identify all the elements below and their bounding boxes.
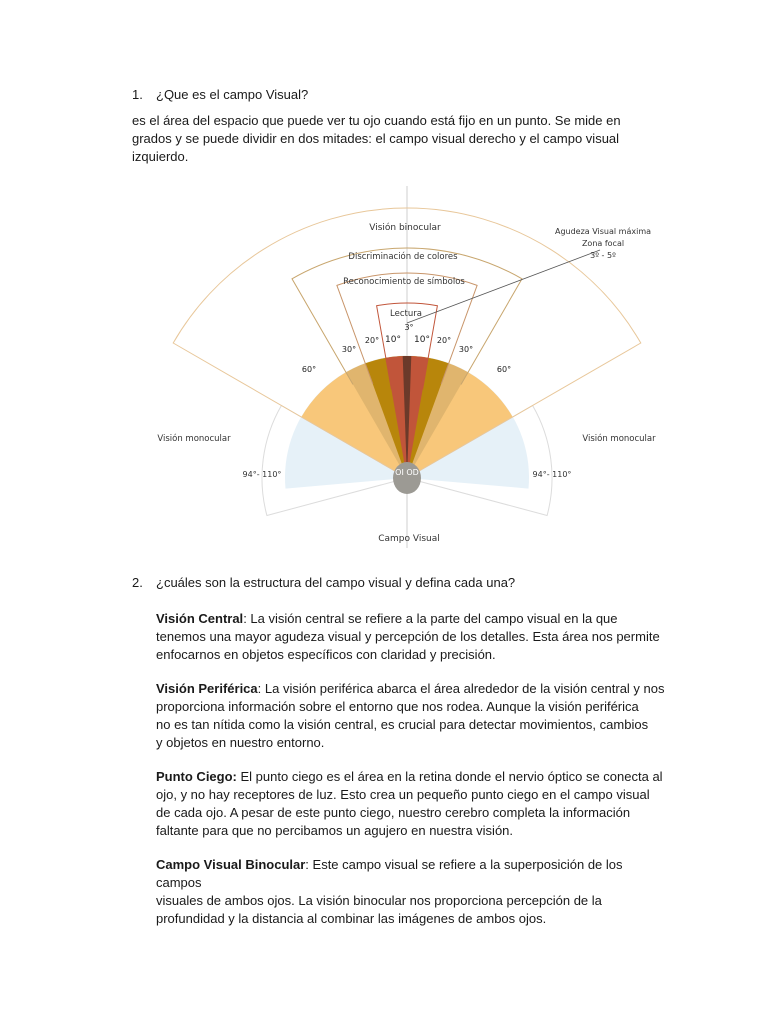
definition-term: Campo Visual Binocular — [156, 857, 306, 872]
definition-line — [156, 680, 666, 698]
label-deg30-left: 30° — [341, 345, 357, 354]
definition-punto-ciego — [156, 768, 666, 840]
definition-line: y objetos en nuestro entorno. — [156, 735, 325, 750]
definition-term: Visión Periférica — [156, 681, 258, 696]
answer-1-line: es el área del espacio que puede ver tu ojo cuando está fijo en un punto. Se mide en — [132, 113, 621, 128]
question-2-text: ¿cuáles son la estructura del campo visual y defina cada una? — [156, 575, 516, 590]
label-binocular: Visión binocular — [369, 223, 441, 233]
figure-caption: Campo Visual — [378, 534, 440, 544]
eye-icon — [393, 462, 421, 494]
answer-1-line: grados y se puede dividir en dos mitades: el campo visual derecho y el campo visual — [132, 131, 620, 146]
definition-line: de cada ojo. A pesar de este punto ciego, nuestro cerebro completa la información — [156, 805, 631, 820]
label-zona-focal: Zona focal — [581, 239, 625, 248]
definition-line: enfocarnos en objetos específicos con claridad y precisión. — [156, 647, 496, 662]
label-deg3: 3° — [404, 323, 414, 332]
question-2-number: 2. — [132, 575, 143, 590]
definition-line: no es tan nítida como la visión central, es crucial para detectar movimientos, cambios — [156, 717, 649, 732]
definition-vision-central — [156, 610, 666, 664]
definition-line: faltante para que no percibamos un agujero en nuestra visión. — [156, 823, 514, 838]
question-1-number: 1. — [132, 87, 143, 102]
answer-1-line: izquierdo. — [132, 149, 189, 164]
definition-campo-binocular — [156, 856, 666, 928]
definition-text: El punto ciego es el área en la retina donde el nervio óptico se conecta al — [236, 769, 663, 784]
definition-vision-periferica — [156, 680, 666, 752]
label-deg60-right: 60° — [496, 365, 512, 374]
label-range-right: 94°- 110° — [532, 470, 572, 479]
definition-text: : La visión central se refiere a la parte del campo visual en la que — [243, 611, 618, 626]
definition-term: Punto Ciego: — [156, 769, 237, 784]
definition-line: ojo, y no hay receptores de luz. Esto crea un pequeño punto ciego en el campo visual — [156, 787, 650, 802]
label-colores: Discriminación de colores — [348, 252, 458, 262]
label-monocular-left: Visión monocular — [157, 434, 231, 444]
label-range-left: 94°- 110° — [242, 470, 282, 479]
label-lectura: Lectura — [390, 309, 422, 319]
label-deg30-right: 30° — [458, 345, 474, 354]
definition-line: visuales de ambos ojos. La visión binocular nos proporciona percepción de la — [156, 893, 602, 908]
definition-text: : La visión periférica abarca el área alrededor de la visión central y nos — [257, 681, 665, 696]
label-deg60-left: 60° — [301, 365, 317, 374]
label-eyes: OI OD — [395, 468, 419, 477]
label-deg10-left: 10° — [385, 335, 401, 345]
label-monocular-right: Visión monocular — [582, 434, 656, 444]
label-deg10-right: 10° — [414, 335, 430, 345]
definition-text: : Este campo visual se refiere a la superposición de los campos — [156, 857, 623, 890]
definition-line: tenemos una mayor agudeza visual y percepción de los detalles. Esta área nos permite — [156, 629, 660, 644]
answer-1 — [132, 112, 652, 166]
definition-line — [156, 768, 666, 786]
label-deg20-right: 20° — [436, 336, 452, 345]
definition-line — [156, 856, 666, 892]
label-simbolos: Reconocimiento de símbolos — [343, 277, 465, 287]
question-1 — [132, 86, 652, 104]
label-deg20-left: 20° — [364, 336, 380, 345]
definition-line: profundidad y la distancia al combinar las imágenes de ambos ojos. — [156, 911, 547, 926]
visual-field-figure — [0, 180, 768, 550]
definition-line: proporciona información sobre el entorno que nos rodea. Aunque la visión periférica — [156, 699, 639, 714]
question-1-text: ¿Que es el campo Visual? — [156, 87, 309, 102]
question-2 — [132, 574, 652, 592]
definition-term: Visión Central — [156, 611, 244, 626]
label-agudeza: Agudeza Visual máxima — [554, 227, 652, 236]
definition-line — [156, 610, 666, 628]
label-zona-range: 3º - 5º — [590, 251, 616, 260]
